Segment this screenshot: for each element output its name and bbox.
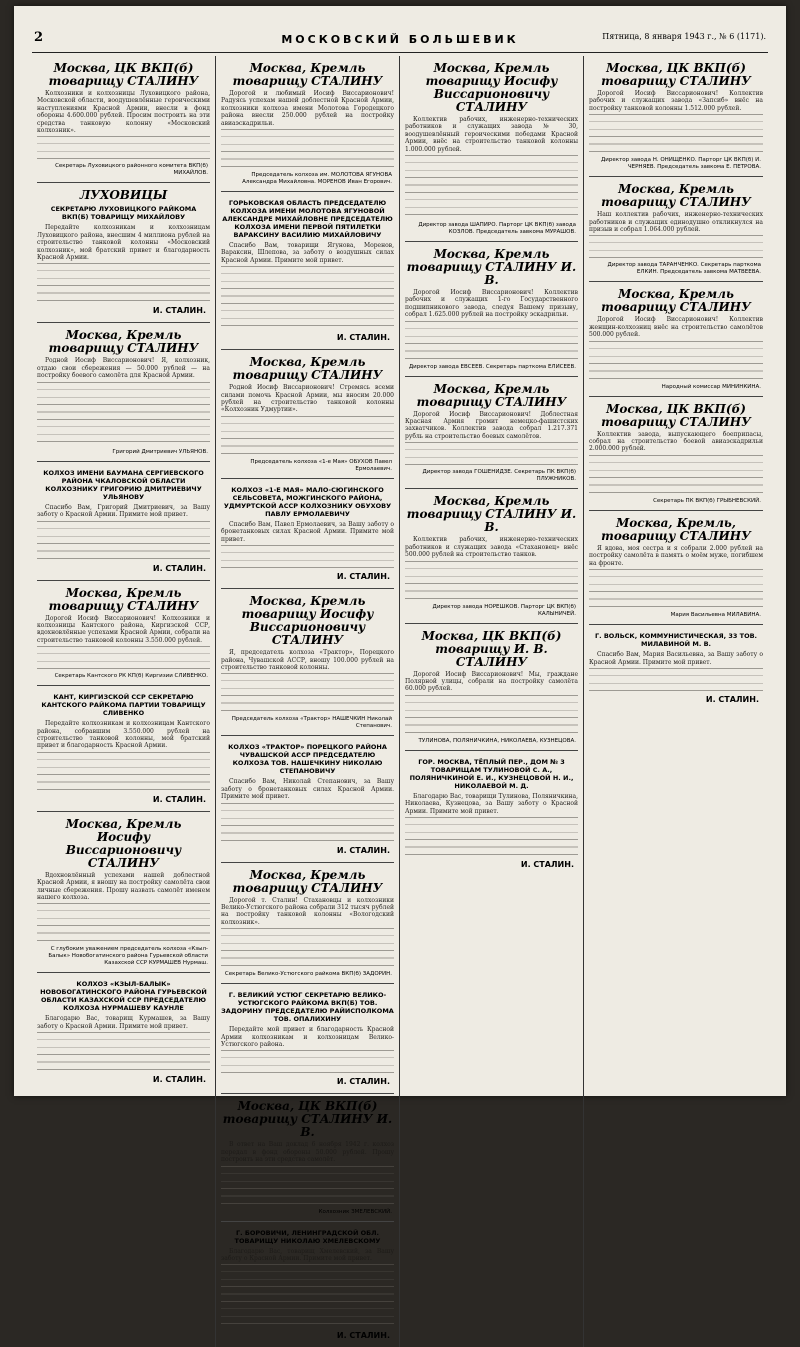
article-signers: ТУЛИНОВА, ПОЛЯНИЧКИНА, НИКОЛАЕВА, КУЗНЕЦОВА. [418, 737, 576, 744]
article-body: Передайте колхозникам и колхозницам Кантского района, собравшим 3.550.000 рублей на строительство танковой колонны, мой братский привет и благодарность Красной Армии. [37, 720, 210, 750]
article-body: Коллектив рабочих, инженерно-технических работников и служащих завода «Стахановец» внёс 500.000 рублей на строительство танков. [405, 536, 578, 559]
article-headline: Москва, Кремль товарищу СТАЛИНУ [232, 61, 383, 88]
illegible-text-block [37, 136, 210, 160]
article-address: ГОРЬКОВСКАЯ ОБЛАСТЬ ПРЕДСЕДАТЕЛЮ КОЛХОЗА ИМЕНИ МОЛОТОВА ЯГУНОВОЙ АЛЕКСАНДРЕ МИХАЙЛОВНЕ ПРЕДСЕДАТЕЛЮ КОЛХОЗА ИМЕНИ ПЕРВОЙ ПЯТИЛЕТКИ ВАРАКСИНУ ВАСИЛИЮ МИХАЙЛОВИЧУ [222, 199, 393, 240]
telegram-article [405, 377, 578, 490]
telegram-article [221, 589, 394, 736]
illegible-text-block [37, 646, 210, 670]
article-headline: Москва, Кремль товарищу СТАЛИНУ [232, 355, 383, 383]
column-3 [400, 56, 584, 1347]
article-signature: И. СТАЛИН. [336, 333, 390, 343]
telegram-article [37, 462, 210, 581]
article-signers: Секретарь Луховицкого районного комитета ВКП(б) МИХАЙЛОВ. [55, 163, 208, 177]
newspaper-page [14, 6, 786, 1341]
telegram-article [37, 323, 210, 461]
article-signers: Председатель колхоза «Трактор» НАШЕЧКИН Николай Степанович. [231, 716, 392, 730]
illegible-text-block [37, 1032, 210, 1072]
article-headline: Москва, Кремль товарищу СТАЛИНУ [601, 182, 751, 210]
article-address: КОЛХОЗ ИМЕНИ БАУМАНА СЕРГИЕВСКОГО РАЙОНА ЧКАЛОВСКОЙ ОБЛАСТИ КОЛХОЗНИКУ ГРИГОРИЮ ДМИТРИЕВИЧУ УЛЬЯНОВУ [43, 468, 204, 501]
article-body: Дорогой и любимый Иосиф Виссарионович! Радуясь успехам нашей доблестной Красной Армии, колхозники колхоза имени Молотова Городецкого района внесли 250.000 рублей на постройку авиаэскадрильи. [221, 90, 394, 127]
article-body: Благодарю Вас, товарищ Хмелевский, за Вашу заботу о Красной Армии. Примите мой привет. [221, 1247, 394, 1262]
article-signers: Председатель колхоза «1-е Мая» ОБУХОВ Павел Ермолаевич. [250, 458, 392, 472]
telegram-article [37, 183, 210, 323]
article-body: Дорогой Иосиф Виссарионович! Коллектив женщин-колхозниц внёс на строительство самолётов 500.000 рублей. [589, 316, 763, 339]
telegram-article [405, 751, 578, 876]
illegible-text-block [37, 382, 210, 446]
article-signers: Секретарь Кантского РК КП(б) Киргизии СЛИВЕНКО. [54, 673, 208, 680]
illegible-text-block [221, 129, 394, 169]
article-headline: Москва, Кремль товарищу СТАЛИНУ [416, 381, 567, 409]
article-signature: И. СТАЛИН. [336, 572, 390, 582]
article-body: Я вдова, моя сестра и я собрали 2.000 рублей на постройку самолёта в память о моём муже, погибшем на фронте. [589, 544, 763, 567]
telegram-article [221, 736, 394, 862]
illegible-text-block [589, 114, 763, 154]
article-address: СЕКРЕТАРЮ ЛУХОВИЦКОГО РАЙКОМА ВКП(Б) ТОВАРИЩУ МИХАЙЛОВУ [50, 205, 197, 222]
article-body: Спасибо Вам, Павел Ермолаевич, за Вашу заботу о бронетанковых силах Красной Армии. Примите мой привет. [221, 520, 394, 543]
telegram-article [405, 489, 578, 623]
illegible-text-block [221, 1264, 394, 1328]
illegible-text-block [589, 569, 763, 609]
illegible-text-block [37, 521, 210, 561]
article-signers: Директор завода НОРЕШКОВ. Парторг ЦК ВКП(б) КАЛЫНИЧЕЙ. [432, 603, 576, 617]
article-signers: Директор завода ЕВСЕЕВ. Секретарь парткома ЕЛИСЕЕВ. [408, 363, 576, 370]
article-signers: С глубоким уважением председатель колхоза «Кзыл-Балык» Новобогатинского района Гурьевской области Казахской ССР КУРМАШЕВ Нурмаш. [48, 946, 208, 967]
telegram-article [221, 1222, 394, 1347]
telegram-article [221, 192, 394, 350]
article-signers: Директор завода ГОШЕНИДЗЕ. Секретарь ПК ВКП(б) ПЛУЖНИКОВ. [422, 469, 576, 483]
illegible-text-block [37, 903, 210, 943]
article-body: Дорогой Иосиф Виссарионович! Мы, граждане Полярной улицы, собрали на постройку самолёта 60.000 рублей. [405, 670, 578, 693]
column-1 [32, 56, 216, 1347]
article-address: Г. ВЕЛИКИЙ УСТЮГ СЕКРЕТАРЮ ВЕЛИКО-УСТЮГСКОГО РАЙКОМА ВКП(Б) ТОВ. ЗАДОРИНУ ПРЕДСЕДАТЕЛЮ РАЙИСПОЛКОМА ТОВ. ОПАЛИХИНУ [221, 991, 394, 1024]
article-body: Дорогой Иосиф Виссарионович! Коллектив рабочих и служащих 1-го Государственного подшипникового завода, следуя Вашему призыву, собрал 1.625.000 рублей на постройку эскадрильи. [405, 289, 578, 319]
article-headline: Москва, Кремль Иосифу Виссарионовичу СТАЛИНУ [65, 816, 182, 870]
illegible-text-block [221, 545, 394, 569]
article-headline: ЛУХОВИЦЫ [79, 188, 168, 203]
article-signers: Народный комиссар МИНИНКИНА. [661, 383, 761, 390]
article-signature: И. СТАЛИН. [336, 1331, 390, 1341]
illegible-text-block [37, 752, 210, 792]
article-body: Дорогой Иосиф Виссарионович! Колхозники и колхозницы Кантского района, Киргизской ССР, вдохновлённые успехами Красной Армии, собрали на строительство танковой колонны 3.550.000 рублей. [37, 614, 210, 644]
telegram-article [221, 863, 394, 985]
article-signers: Директор завода ШАПИРО. Парторг ЦК ВКП(б) завода КОЗЛОВ. Председатель завкома МУРАШОВ. [418, 222, 576, 236]
article-body: Родной Иосиф Виссарионович! Стремясь всеми силами помочь Красной Армии, мы вносим 20.000 рублей на строительство танковой колонны «Колхозник Удмуртии». [221, 384, 394, 414]
article-body: Колхозники и колхозницы Луховицкого района, Московской области, воодушевлённые героическими наступлениями Красной Армии, внесли в фонд обороны 4.600.000 рублей. Просим построить на эти средства танковую колонну «Московский колхозник». [37, 90, 210, 135]
article-headline: Москва, Кремль товарищу СТАЛИНУ [601, 287, 751, 315]
columns [32, 56, 768, 1341]
article-signature: И. СТАЛИН. [152, 306, 206, 316]
article-body: Родной Иосиф Виссарионович! Я, колхозник, отдаю свои сбережения — 50.000 рублей — на постройку боевого самолёта для Красной Армии. [37, 357, 210, 380]
telegram-article [589, 511, 763, 625]
telegram-article [37, 56, 210, 183]
telegram-article [589, 625, 763, 711]
article-signers: Колхозник ЗМЕЛЕВСКИЙ. [318, 1208, 392, 1215]
article-body: Благодарю Вас, товарищи Тулинова, Поляничкина, Николаева, Кузнецова, за Вашу заботу о Красной Армии. Примите мой привет. [405, 792, 578, 815]
article-body: Коллектив рабочих, инженерно-технических работников и служащих завода № 30, воодушевлённый героическими победами Красной Армии, внёс на строительство танковой колонны 1.000.000 рублей. [405, 116, 578, 153]
illegible-text-block [221, 1166, 394, 1206]
illegible-text-block [589, 668, 763, 692]
telegram-article [221, 350, 394, 479]
illegible-text-block [405, 561, 578, 601]
illegible-text-block [405, 817, 578, 857]
article-headline: Москва, Кремль товарищу СТАЛИНУ [232, 867, 383, 895]
illegible-text-block [221, 416, 394, 456]
article-body: Коллектив завода, выпускающего боеприпасы, собрал на строительство боевой авиаэскадрильи 2.000.000 рублей. [589, 430, 763, 453]
article-body: Спасибо Вам, товарищи Ягунова, Моренов, Вараксин, Шлепова, за заботу о воздушных силах Красной Армии. Примите мой привет. [221, 242, 394, 264]
article-body: Спасибо Вам, Николай Степанович, за Вашу заботу о бронетанковых силах Красной Армии. Примите мой привет. [221, 778, 394, 801]
article-signature: И. СТАЛИН. [705, 694, 759, 704]
article-headline: Москва, ЦК ВКП(б) товарищу СТАЛИНУ [601, 401, 751, 429]
telegram-article [589, 397, 763, 511]
illegible-text-block [589, 455, 763, 495]
article-body: Передайте колхозникам и колхозницам Луховицкого района, внесшим 4 миллиона рублей на строительство танковой колонны «Московский колхозник», мой братский привет и благодарность Красной Армии. [37, 224, 210, 262]
article-address: КОЛХОЗ «ТРАКТОР» ПОРЕЦКОГО РАЙОНА ЧУВАШСКОЙ АССР ПРЕДСЕДАТЕЛЮ КОЛХОЗА ТОВ. НАШЕЧКИНУ НИКОЛАЮ СТЕПАНОВИЧУ [228, 743, 387, 776]
telegram-article [589, 177, 763, 282]
masthead [32, 26, 768, 53]
article-signers: Григорий Дмитриевич УЛЬЯНОВ. [112, 448, 208, 455]
telegram-article [589, 56, 763, 177]
article-body: Спасибо Вам, Мария Васильевна, за Вашу заботу о Красной Армии. Примите мой привет. [589, 651, 763, 666]
article-body: Передайте мой привет и благодарность Красной Армии колхозникам и колхозницам Велико-Устюгского района. [221, 1026, 394, 1048]
illegible-text-block [405, 321, 578, 361]
telegram-article [405, 56, 578, 242]
illegible-text-block [221, 673, 394, 713]
illegible-text-block [221, 1050, 394, 1074]
illegible-text-block [221, 266, 394, 330]
issue-date: Пятница, 8 января 1943 г., № 6 (1171). [602, 32, 766, 41]
telegram-article [37, 812, 210, 974]
article-headline: Москва, Кремль товарищу СТАЛИНУ И. В. [406, 494, 577, 535]
telegram-article [405, 242, 578, 377]
article-body: В ответ на Ваш доклад 6 ноября 1942 г. колхоз передал в фонд обороны 50.000 рублей. Прошу построить на эти средства самолёт. [221, 1141, 394, 1164]
article-headline: Москва, ЦК ВКП(б) товарищу СТАЛИНУ И. В. [222, 1099, 393, 1140]
article-address: КОЛХОЗ «1-Е МАЯ» МАЛО-СЮГИНСКОГО СЕЛЬСОВЕТА, МОЖГИНСКОГО РАЙОНА, УДМУРТСКОЙ АССР КОЛХОЗНИКУ ОБУХОВУ ПАВЛУ ЕРМОЛАЕВИЧУ [223, 485, 392, 518]
page-number: 2 [34, 30, 44, 45]
telegram-article [221, 1094, 394, 1221]
article-address: КАНТ, КИРГИЗСКОЙ ССР СЕКРЕТАРЮ КАНТСКОГО РАЙКОМА ПАРТИИ ТОВАРИЩУ СЛИВЕНКО [41, 693, 206, 718]
article-signature: И. СТАЛИН. [152, 563, 206, 573]
telegram-article [37, 581, 210, 687]
telegram-article [221, 984, 394, 1094]
article-headline: Москва, Кремль товарищу СТАЛИНУ [48, 585, 199, 613]
column-4 [584, 56, 768, 1347]
article-body: Вдохновлённый успехами нашей доблестной Красной Армии, я вношу на постройку самолёта свои личные сбережения. Прошу назвать самолёт именем нашего колхоза. [37, 871, 210, 901]
telegram-article [589, 282, 763, 396]
article-signers: Секретарь ПК ВКП(б) ГРЫБНЕВСКИЙ. [653, 497, 761, 504]
article-headline: Москва, ЦК ВКП(б) товарищу И. В. СТАЛИНУ [421, 628, 562, 669]
article-headline: Москва, Кремль товарищу СТАЛИНУ И. В. [406, 247, 577, 288]
article-address: Г. ВОЛЬСК, КОММУНИСТИЧЕСКАЯ, 33 ТОВ. МИЛАВИНОЙ М. В. [594, 632, 758, 649]
article-body: Дорогой т. Сталин! Стахановцы и колхозники Велико-Устюгского района собрали 312 тысяч рублей на постройку танковой колонны «Вологодский колхозник». [221, 896, 394, 926]
article-signers: Секретарь Велико-Устюгского райкома ВКП(б) ЗАДОРИН. [224, 971, 392, 978]
article-signers: Директор завода Н. ОНИЩЕНКО. Парторг ЦК ВКП(б) И. ЧЕРНЯЕВ. Председатель завкома Е. ПЕТРОВА. [601, 157, 761, 171]
illegible-text-block [37, 263, 210, 303]
telegram-article [37, 973, 210, 1091]
article-signers: Председатель колхоза им. МОЛОТОВА ЯГУНОВА Александра Михайловна. МОРЕНОВ Иван Егорович. [242, 172, 392, 186]
article-body: Я, председатель колхоза «Трактор», Порецкого района, Чувашской АССР, вношу 100.000 рублей на строительство танковой колонны. [221, 649, 394, 671]
article-signers: Директор завода ТАРАНЧЕНКО. Секретарь парткома ЕЛКИН. Председатель завкома МАТВЕЕВА. [607, 262, 761, 276]
telegram-article [221, 479, 394, 589]
article-body: Дорогой Иосиф Виссарионович! Коллектив рабочих и служащих завода «Запсиб» внёс на постройку танковой колонны 1.512.000 рублей. [589, 90, 763, 112]
article-body: Наш коллектив рабочих, инженерно-технических работников и служащих единодушно откликнулся на призыв и собрал 1.064.000 рублей. [589, 211, 763, 234]
article-signers: Мария Васильевна МИЛАВИНА. [670, 612, 761, 619]
article-headline: Москва, Кремль товарищу СТАЛИНУ [48, 328, 199, 356]
illegible-text-block [405, 442, 578, 466]
article-headline: Москва, ЦК ВКП(б) товарищу СТАЛИНУ [601, 61, 751, 88]
article-address: ГОР. МОСКВА, ТЁПЛЫЙ ПЕР., ДОМ № 3 ТОВАРИЩАМ ТУЛИНОВОЙ С. А., ПОЛЯНИЧКИНОЙ Е. И., КУЗНЕЦОВОЙ Н. И., НИКОЛАЕВОЙ М. Д. [409, 757, 574, 790]
article-address: КОЛХОЗ «КЗЫЛ-БАЛЫК» НОВОБОГАТИНСКОГО РАЙОНА ГУРЬЕВСКОЙ ОБЛАСТИ КАЗАХСКОЙ ССР ПРЕДСЕДАТЕЛЮ КОЛХОЗА НУРМАШЕВУ КАУНЛЕ [40, 980, 207, 1013]
article-body: Дорогой Иосиф Виссарионович! Доблестная Красная Армия громит немецко-фашистских захватчиков. Коллектив завода собрал 1.217.371 рубль на строительство боевых самолётов. [405, 410, 578, 440]
article-headline: Москва, Кремль товарищу Иосифу Виссарионовичу СТАЛИНУ [425, 61, 558, 114]
article-body: Благодарю Вас, товарищ Курмашев, за Вашу заботу о Красной Армии. Примите мой привет. [37, 1015, 210, 1030]
article-signature: И. СТАЛИН. [336, 845, 390, 855]
article-headline: Москва, ЦК ВКП(б) товарищу СТАЛИНУ [48, 61, 199, 88]
article-headline: Москва, Кремль товарищу Иосифу Виссарионовичу СТАЛИНУ [241, 594, 374, 648]
article-headline: Москва, Кремль, товарищу СТАЛИНУ [601, 515, 751, 543]
column-2 [216, 56, 400, 1347]
telegram-article [221, 56, 394, 192]
telegram-article [405, 624, 578, 751]
illegible-text-block [405, 695, 578, 735]
illegible-text-block [405, 155, 578, 219]
article-signature: И. СТАЛИН. [520, 859, 574, 869]
illegible-text-block [589, 341, 763, 381]
article-signature: И. СТАЛИН. [152, 1075, 206, 1085]
article-signature: И. СТАЛИН. [152, 794, 206, 804]
paper-title: МОСКОВСКИЙ БОЛЬШЕВИК [281, 32, 519, 46]
illegible-text-block [221, 928, 394, 968]
article-body: Спасибо Вам, Григорий Дмитриевич, за Вашу заботу о Красной Армии. Примите мой привет. [37, 503, 210, 519]
illegible-text-block [589, 235, 763, 259]
illegible-text-block [221, 803, 394, 843]
article-address: Г. БОРОВИЧИ, ЛЕНИНГРАДСКОЙ ОБЛ. ТОВАРИЩУ НИКОЛАЮ ХМЕЛЕВСКОМУ [234, 1228, 381, 1245]
article-signature: И. СТАЛИН. [336, 1077, 390, 1087]
telegram-article [37, 686, 210, 812]
